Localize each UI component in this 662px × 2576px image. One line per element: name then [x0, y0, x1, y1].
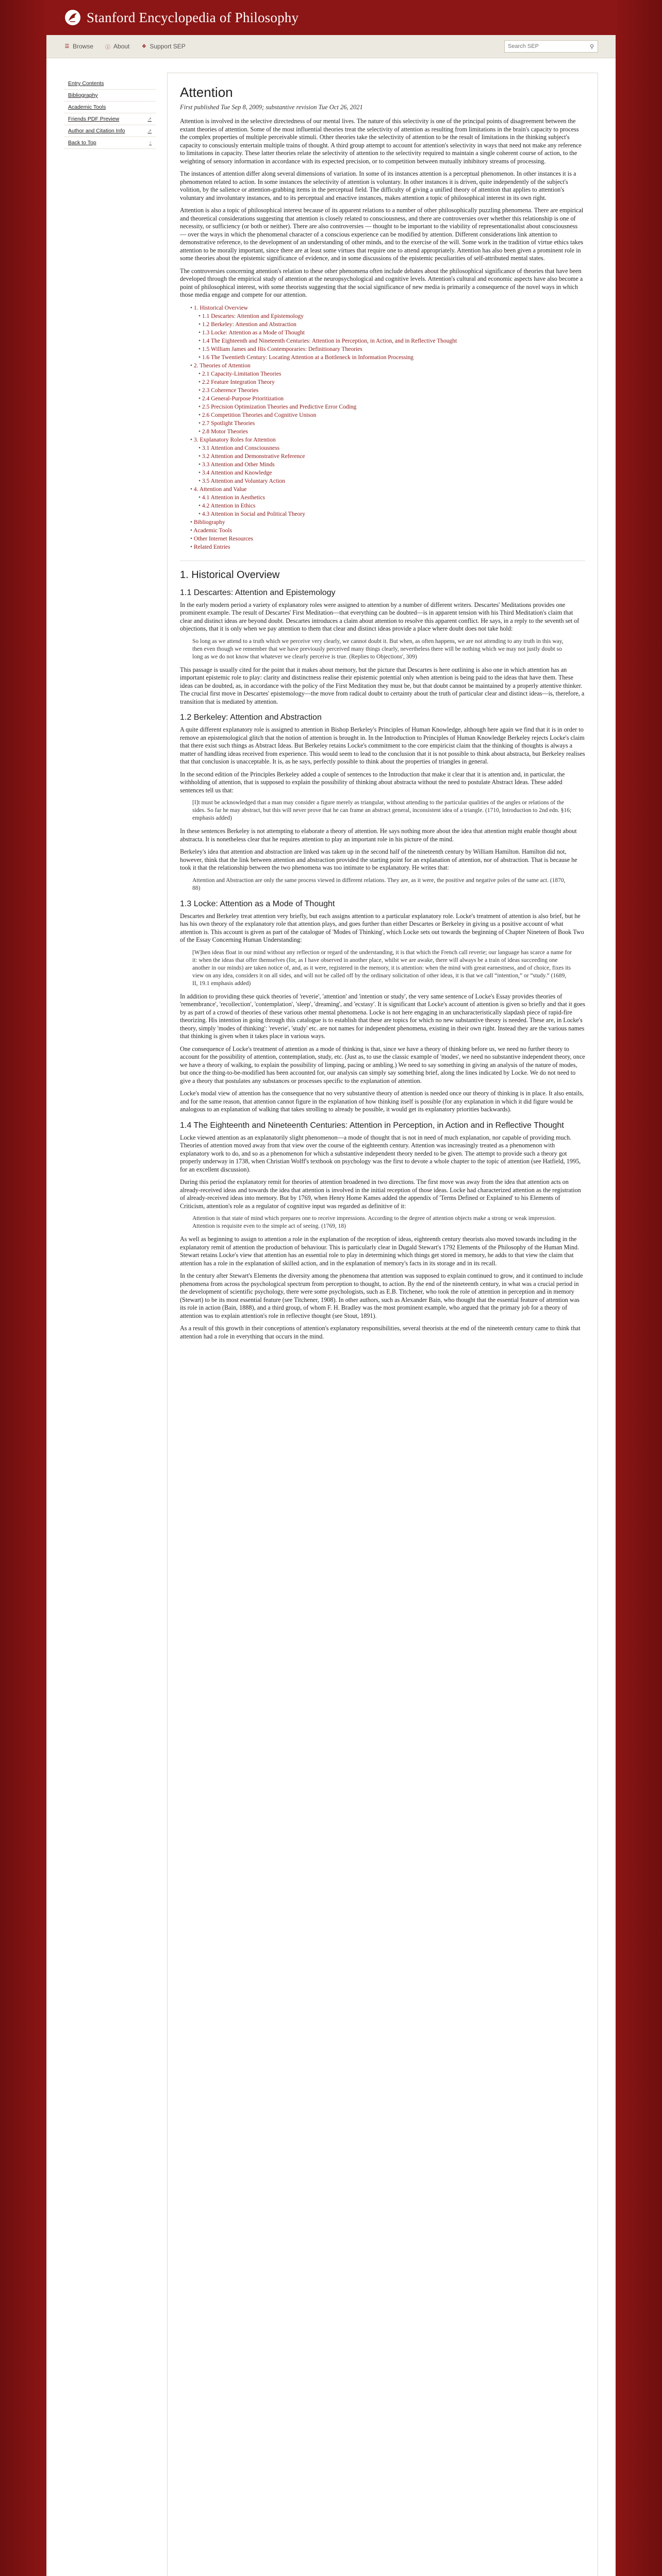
browse-label: Browse [73, 43, 94, 50]
toc-item [190, 527, 585, 535]
toc-item [198, 370, 585, 378]
toc-item [198, 329, 585, 337]
toc-link[interactable]: 2.7 Spotlight Theories [202, 420, 255, 427]
body-paragraph: In these sentences Berkeley is not attempting to elaborate a theory of attention. He says nothing more about the idea that attention might enable thought about abstracta. It is nonetheless clear that he requires attention to play an important role in his picture of the mind. [180, 827, 577, 843]
subsection-heading: 1.2 Berkeley: Attention and Abstraction [180, 713, 322, 722]
subsection-heading: 1.4 The Eighteenth and Nineteenth Centuries: Attention in Perception, in Action and in Reflective Thought [180, 1121, 564, 1130]
list-icon: ☰ [64, 43, 70, 49]
sidebar-item-label: Academic Tools [68, 104, 106, 110]
toc-sublist [190, 494, 585, 518]
nav-bar [46, 35, 616, 58]
toc-item [190, 543, 585, 551]
toc-item [198, 411, 585, 419]
sep-logo-icon[interactable] [64, 9, 81, 26]
toc-link[interactable]: 1.2 Berkeley: Attention and Abstraction [202, 321, 296, 328]
toc-item [198, 510, 585, 518]
intro-paragraph: The controversies concerning attention's relation to these other phenomena often include debates about the philosophical significance of theories that have been developed through the empirical study of attention at the neuropsychological and cognitive levels. Attention's cultural and economic aspects have also become a point of philosophical interest, with some theorists suggesting that the social significance of new media is primarily a consequence of the novel ways in which those media engage and compete for our attention. [180, 267, 583, 298]
toc-link[interactable]: 2.6 Competition Theories and Cognitive Unison [202, 412, 317, 418]
arrow-up-icon: ↑ [149, 140, 152, 145]
toc-link[interactable]: Related Entries [193, 544, 230, 550]
toc-item [190, 304, 585, 362]
sidebar-item-label: Author and Citation Info [68, 128, 125, 134]
toc-link[interactable]: Academic Tools [193, 527, 232, 534]
body-paragraph: As well as beginning to assign to attention a role in the explanation of the reception of ideas, eighteenth century theorists also moved towards including in the explanatory remit of attention the production of behaviour. This is particularly clear in Dugald Stewart's 1792 Elements of the Philosophy of the Human Mind. Stewart retains Locke's view that attention has an essential role to play in determining which things get stored in memory, he adds to that view the claim that attention has a role in the explanation of skilled action, and in the explanation of memory's facts in its storage and in its recall. [180, 1235, 580, 1267]
site-header [46, 0, 616, 35]
support-label: Support SEP [150, 43, 186, 50]
body-paragraph: A quite different explanatory role is assigned to attention in Bishop Berkeley's Principles of Human Knowledge, although here again we find that it is in order to remove an epistemological glitch that the notion of attention is brought in. In the Introduction to Principles of Human Knowledge Berkeley rejects Locke's claim that there exist such things as Abstract Ideas. But Berkeley retains Locke's commitment to the core empiricist claim that the thinking of thoughts is always a matter of handling ideas received from experience. This would seem to lead to the conclusion that it is not possible to think about abstracta, but Berkeley realises that that conclusion is unacceptable. It is, as he says, perfectly possible to think about the properties of triangles in general. [180, 726, 585, 765]
toc-link[interactable]: 3.5 Attention and Voluntary Action [202, 478, 285, 484]
toc-link[interactable]: 2.5 Precision Optimization Theories and Predictive Error Coding [202, 403, 357, 410]
toc-item [190, 535, 585, 543]
toc-item [190, 362, 585, 436]
toc-link[interactable]: 1.4 The Eighteenth and Nineteenth Centuries: Attention in Perception, in Action, and in Reflective Thought [202, 337, 457, 344]
toc-link[interactable]: 1.6 The Twentieth Century: Locating Attention at a Bottleneck in Information Processing [202, 354, 414, 361]
toc-link[interactable]: 3.3 Attention and Other Minds [202, 461, 275, 468]
toc-link[interactable]: Bibliography [193, 519, 225, 526]
intro-paragraph: The instances of attention differ along several dimensions of variation. In some of its instances attention is a perceptual phenomenon. In other instances it is a phenomenon related to action. In some instances the selectivity of attention is voluntary. In other instances it is driven, quite independently of the subject's volition, by the salience or attention-grabbing items in the perceptual field. The difficulty of giving a unified theory of attention that applies to attention's voluntary and involuntary instances, and to its perceptual and enactive instances, makes attention a topic of philosophical interest in its own right. [180, 170, 576, 201]
page-frame [46, 0, 616, 2576]
body-paragraph: Locke's modal view of attention has the consequence that no very substantive theory of attention is needed once our theory of thinking is in place. It also entails, and for the same reason, that attention cannot figure in the explanation of how thinking itself is possible (for any explanation in which it did figure would be analogous to an explanation of walking that takes strolling to already be possible, it would get its explanatory priorities backwards). [180, 1090, 584, 1113]
body-paragraph: Berkeley's idea that attention and abstraction are linked was taken up in the second half of the nineteenth century by William Hamilton. Hamilton did not, however, think that the link between attention and abstraction provided the starting point for an explanation of attention, nor of abstraction. That is because he took it that the relationship between the two phenomena was too intimate to be explanatory. He writes that: [180, 848, 577, 871]
toc-link[interactable]: 2.4 General-Purpose Prioritization [202, 395, 284, 402]
browse-menu-button[interactable] [64, 43, 93, 50]
info-icon: ⓘ [105, 44, 111, 50]
sidebar-item-label: Entry Contents [68, 80, 104, 87]
toc-link[interactable]: 3. Explanatory Roles for Attention [193, 436, 276, 443]
toc-list [180, 304, 585, 551]
search-box [504, 40, 598, 53]
toc-link[interactable]: 1. Historical Overview [193, 304, 248, 311]
toc-link[interactable]: 4.1 Attention in Aesthetics [202, 494, 265, 501]
sidebar-item-academic-tools[interactable] [64, 101, 156, 113]
block-quote: So long as we attend to a truth which we perceive very clearly, we cannot doubt it. But when, as often happens, we are not attending to any truth in this way, then even though we remember that we have previously perceived many things clearly, nevertheless there will be nothing which we may not justly doubt so long as we do not know that whatever we clearly perceive is true. (Replies to Objections', 309) [192, 638, 564, 660]
support-menu-button[interactable] [141, 43, 185, 50]
body-paragraph: In the second edition of the Principles Berkeley added a couple of sentences to the Introduction that make it clear that it is attention and, in particular, the withholding of attention, that is supposed to explain the possibility of thinking about abstracta without the need to postulate Abstract Ideas. These added sentences tell us that: [180, 770, 565, 794]
toc-item [198, 444, 585, 452]
external-link-icon: ↗ [147, 116, 152, 122]
toc-item [198, 502, 585, 510]
sidebar [64, 73, 156, 2576]
toc-item [198, 345, 585, 353]
toc-link[interactable]: 3.4 Attention and Knowledge [202, 469, 272, 476]
toc-link[interactable]: 4. Attention and Value [193, 486, 247, 493]
toc-link[interactable]: 1.5 William James and His Contemporaries: Definitionary Theories [202, 346, 362, 352]
toc-sublist [190, 444, 585, 485]
sidebar-item-author-citation[interactable] [64, 125, 156, 137]
body-paragraph: One consequence of Locke's treatment of attention as a mode of thinking is that, since we have a theory of thinking before us, we need no further theory to account for the possibility of attention, contemplation, study, etc. (Just as, to use the classic example of 'modes', we need no substantive independent theory, once we have a theory of walking, to explain the possibility of limping, pacing or ambling.) We need to say something in giving an analysis of the nature of modes, but once the thing-to-be-modified has been accounted for, our analysis can simply say something brief, along the lines indicated by Locke. We do not need to give a theory that postulates any substances or processes specific to the explanation of attention. [180, 1045, 585, 1084]
subsection-heading: 1.1 Descartes: Attention and Epistemology [180, 588, 336, 597]
sidebar-item-label: Back to Top [68, 140, 96, 146]
body-paragraph: As a result of this growth in their conceptions of attention's explanatory responsibilities, several theorists at the end of the nineteenth century came to think that attention had a role in everything that occurs in the mind. [180, 1325, 581, 1340]
body-paragraph: In the century after Stewart's Elements the diversity among the phenomena that attention was supposed to explain continued to grow, and it continued to include phenomena from across the psychological spectrum from perception to thought, to action. By the end of the nineteenth century, in what was a crucial period in the development of scientific psychology, there were some psychologists, such as E.B. Titchener, who took the role of attention in perception and in memory (Stewart) to be its most essential feature (see Titchener, 1908). In other authors, such as Alexander Bain, who thought that the essential feature of attention was its role in action (Bain, 1888), and a third group, of whom F. H. Bradley was the most prominent example, who argued that the primary job for a theory of attention was to explain attention's role in reflective thought (see Stout, 1891). [180, 1272, 583, 1319]
toc-item [198, 428, 585, 436]
toc-item [198, 461, 585, 469]
toc-item [190, 485, 585, 518]
toc-link[interactable]: 4.2 Attention in Ethics [202, 502, 256, 509]
toc-item [198, 469, 585, 477]
toc-item [198, 386, 585, 395]
toc-item [198, 312, 585, 320]
body-paragraph: Locke viewed attention as an explanatorily slight phenomenon—a mode of thought that is not in need of much explanation, nor capable of providing much. Theories of attention moved away from that view over the course of the eighteenth century. Attention was increasingly treated as a phenomenon with explanatory work to do, and so as a phenomenon for which a substantive independent theory needed to be given. The attempt to provide such a theory got properly underway in 1738, when Christian Wolff's textbook on psychology was the first to devote a whole chapter to the topic of attention (see Hatfield, 1995, for an excellent discussion). [180, 1133, 581, 1173]
body-paragraph: Descartes and Berkeley treat attention very briefly, but each assigns attention to a particular explanatory role. Locke's treatment of attention is also brief, but he has his own theory of the explanatory role that attention plays, and goes further than either Descartes or Berkeley in giving us a positive account of what attention is. This account is given as part of the catalogue of 'Modes of Thinking', which Locke sets out towards the beginning of Chapter Nineteen of Book Two of the Essay Concerning Human Understanding: [180, 912, 584, 943]
sidebar-item-bibliography[interactable] [64, 90, 156, 101]
toc-item [198, 395, 585, 403]
entry-main [167, 73, 598, 2576]
toc-link[interactable]: 2. Theories of Attention [193, 362, 251, 369]
content-layout [46, 58, 616, 2576]
subsection-heading: 1.3 Locke: Attention as a Mode of Thought [180, 899, 335, 908]
toc-link[interactable]: 2.3 Coherence Theories [202, 387, 259, 394]
block-quote: Attention and Abstraction are only the same process viewed in different relations. They are, as it were, the positive and negative poles of the same act. (1870, 88) [192, 877, 566, 891]
toc-item [198, 320, 585, 329]
body-paragraph: During this period the explanatory remit for theories of attention broadened in two directions. The first move was away from the idea that attention acts on already-received ideas and towards the idea that attention is involved in the initial reception of those ideas. Locke had characterized attention as the registration of already-received ideas into memory. But by 1769, when Henry Home Kames added the appendix of 'Terms Defined or Explained' to his Elements of Criticism, attention's role as a regulator of cognitive input was regarded as definitive of it: [180, 1178, 581, 1210]
toc-item [198, 452, 585, 461]
search-icon[interactable]: ⚲ [589, 43, 594, 50]
toc-item [190, 518, 585, 527]
toc-sublist [190, 312, 585, 362]
toc-item [198, 378, 585, 386]
toc-link[interactable]: 2.1 Capacity-Limitation Theories [202, 370, 282, 377]
toc-link[interactable]: 2.2 Feature Integration Theory [202, 379, 275, 385]
toc-link[interactable]: 1.1 Descartes: Attention and Epistemology [202, 313, 304, 319]
book-icon: ❖ [141, 43, 146, 49]
sidebar-item-friends-pdf[interactable] [64, 113, 156, 125]
body-paragraph: This passage is usually cited for the point that it makes about memory, but the picture that Descartes is here outlining is also one in which attention has an important epistemic role to play: clarity and distinctness realise their epistemic potential only when attention is being paid to the ideas that have them. These ideas can be doubted, as, in accordance with the policy of the First Meditation they must be, but that doubt cannot be maintained by a properly attentive thinker. The crucial first move in Descartes' epistemology—the move from radical doubt to certainty about the truth of particular clear and distinct ideas—is, therefore, a transition that is mediated by attention. [180, 666, 585, 705]
sidebar-item-label: Friends PDF Preview [68, 116, 120, 122]
block-quote: [I]t must be acknowledged that a man may consider a figure merely as triangular, without attending to the particular qualities of the angles or relations of the sides. So far he may abstract, but this will never prove that he can frame an abstract general, inconsistent idea of a triangle. (1710, Introduction to 2nd edn. §16; emphasis added) [192, 800, 572, 821]
toc-item [198, 337, 585, 345]
intro-paragraph: Attention is involved in the selective directedness of our mental lives. The nature of this selectivity is one of the principal points of disagreement between the extant theories of attention. Some of the most influential theories treat the selectivity of attention as resulting from limitations in the brain's capacity to process the complex properties of multiple perceivable stimuli. Other theories take the selectivity of attention to be the result of limitations in the thinking subject's capacity to consciously entertain multiple trains of thought. A third group attempt to account for attention's selectivity in ways that need not make any reference to limitations in capacity. These latter theories relate the selectivity of attention to the selectivity required to maintain a single coherent course of action, to the weighting of sensory information in accordance with its expected precision, or to competition between mutually inhibitory streams of processing. [180, 117, 582, 165]
toc-item [198, 403, 585, 411]
sidebar-item-back-to-top[interactable] [64, 137, 156, 149]
intro-paragraph: Attention is also a topic of philosophical interest because of its apparent relations to a number of other philosophically puzzling phenomena. There are empirical and theoretical considerations suggesting that attention is closely related to consciousness, and there are controversies over whether this relationship is one of necessity, or sufficiency (or both or neither). There are also controversies — thought to be important to the viability of representationalist about consciousness — over the ways in which the phenomenal character of a conscious experience can be modified by attention. Different considerations link attention to demonstrative reference, to the development of an understanding of other minds, and to the exercise of the will. Some work in the tradition of virtue ethics takes attention to be morally important, since there are at least some virtues that require one to attend appropriately. Attention has also been given a prominent role in some theories about the epistemic significance of evidence, and in some discussions of the epistemic peculiarities of self-attributed mental states. [180, 207, 584, 262]
toc-link[interactable]: 1.3 Locke: Attention as a Mode of Thought [202, 329, 305, 336]
about-label: About [113, 43, 130, 50]
toc-link[interactable]: 3.1 Attention and Consciousness [202, 445, 280, 451]
toc-item [198, 494, 585, 502]
section-heading: 1. Historical Overview [180, 569, 280, 581]
about-menu-button[interactable] [105, 43, 129, 50]
page-title: Attention [180, 84, 233, 100]
search-input[interactable] [505, 41, 586, 52]
sidebar-item-label: Bibliography [68, 92, 98, 98]
toc-item [190, 436, 585, 485]
body-paragraph: In the early modern period a variety of explanatory roles were assigned to attention by a number of different writers. Descartes' Meditations provides one prominent example. The result of Descartes' First Meditation—that everything can be doubted—is in apparent tension with his Third Meditation's claim that clear and distinct ideas are beyond doubt. Descartes introduces a claim about attention to resolve this apparent conflict. He says, in a reply to the seventh set of objections, that it is only when we pay attention to them that clear and distinct ideas provide a place where doubt does not take hold: [180, 601, 580, 632]
block-quote: Attention is that state of mind which prepares one to receive impressions. According to the degree of attention objects make a strong or weak impression. Attention is requisite even to the simple act of seeing. (1769, 18) [192, 1215, 556, 1229]
toc-link[interactable]: Other Internet Resources [193, 535, 253, 542]
table-of-contents [180, 304, 585, 551]
toc-link[interactable]: 4.3 Attention in Social and Political Theory [202, 511, 305, 517]
body-paragraph: In addition to providing these quick theories of 'reverie', 'attention' and 'intention or study', the very same sentence of Locke's Essay provides theories of 'remembrance', 'recollection', 'contemplation', 'sleep', 'dreaming', and 'ecstasy'. It is significant that Locke's account of attention is given so briefly and that it goes by as part of a crowd of theories of these various other mental phenomena. Locke is not here engaging in an uncharacteristically slapdash piece of rapid-fire theorizing. His intention in going through this catalogue is to establish that these are topics for which no new substantive theory is needed. These are, in Locke's theory, simply 'modes of thinking': 'reverie', 'study' etc. are not names for independent phenomena, existing in their own right. Instead they are the various names that thinking is given when it takes place in various ways. [180, 992, 585, 1040]
toc-sublist [190, 370, 585, 436]
external-link-icon: ↗ [147, 128, 152, 133]
toc-item [198, 477, 585, 485]
sidebar-item-entry-contents[interactable] [64, 78, 156, 90]
block-quote: [W]hen ideas float in our mind without any reflection or regard of the understanding, it is that which the French call reverie; our language has scarce a name for it: when the ideas that offer themselves (for, as I have observed in another place, whilst we are awake, there will always be a train of ideas succeeding one another in our minds) are taken notice of, and, as it were, registered in the memory, it is attention: when the mind with great earnestness, and of choice, fixes its view on any idea, considers it on all sides, and will not be called off by the ordinary solicitation of other ideas, it is that we call “intention,” or “study.” (1689, II, 19.1 emphasis added) [192, 949, 572, 987]
site-title[interactable]: Stanford Encyclopedia of Philosophy [87, 9, 299, 25]
toc-link[interactable]: 3.2 Attention and Demonstrative Reference [202, 453, 305, 460]
toc-item [198, 419, 585, 428]
toc-item [198, 353, 585, 362]
toc-link[interactable]: 2.8 Motor Theories [202, 428, 248, 435]
publication-info: First published Tue Sep 8, 2009; substantive revision Tue Oct 26, 2021 [180, 104, 363, 111]
